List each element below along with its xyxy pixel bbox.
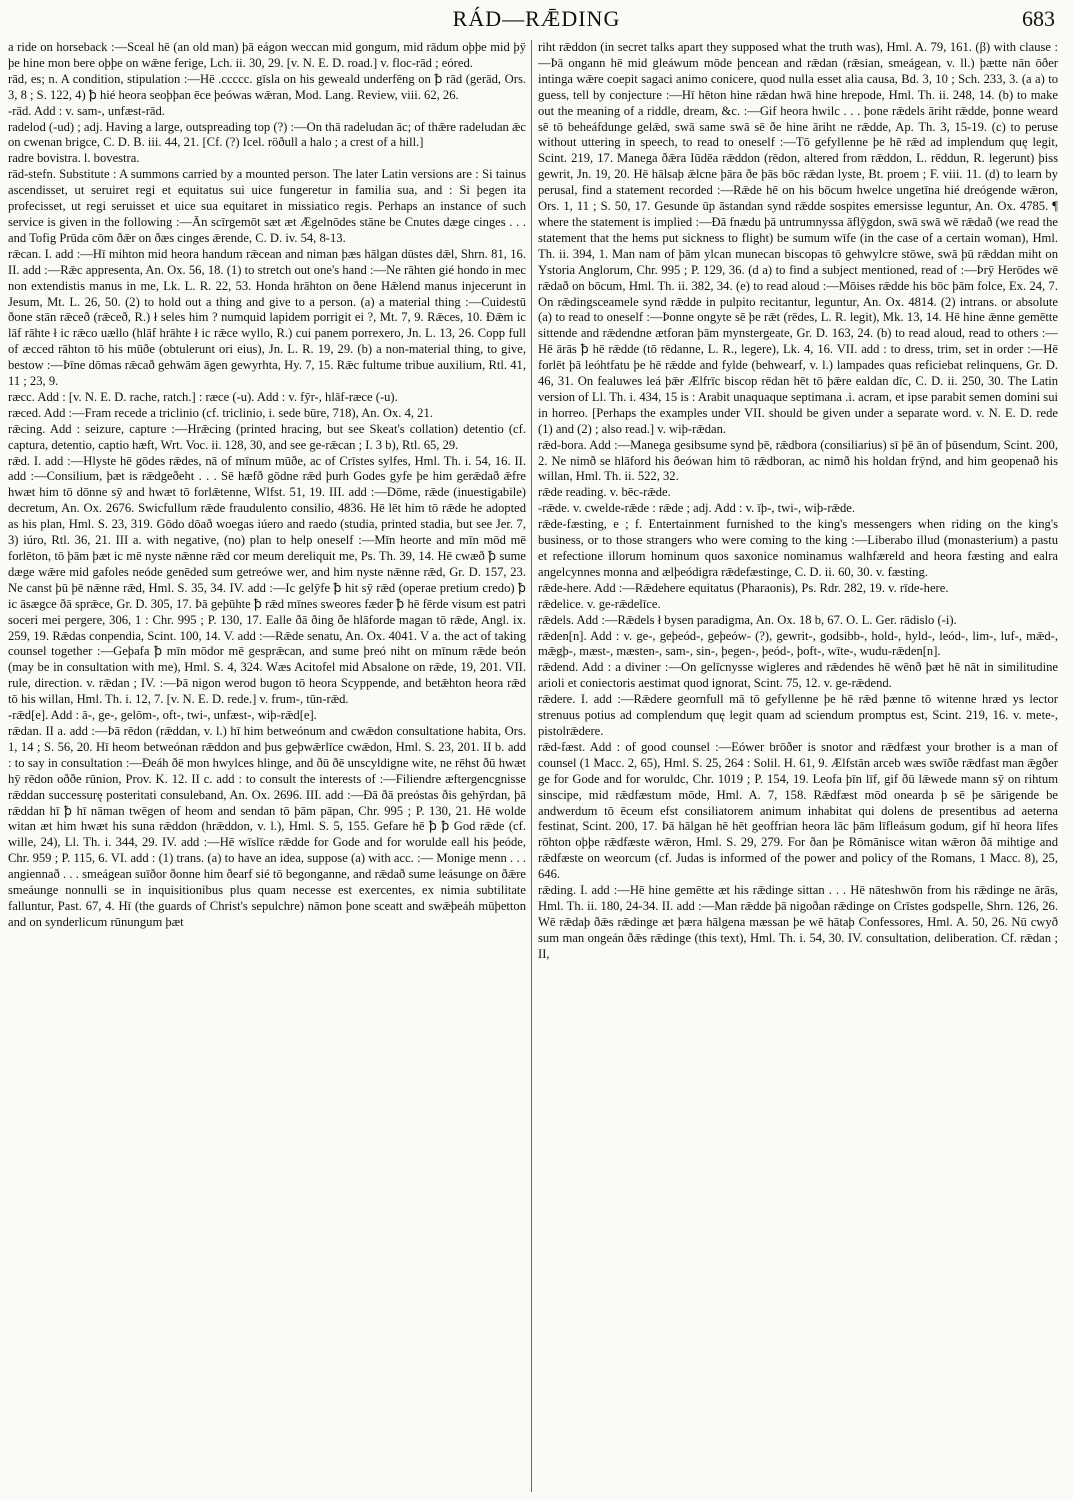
- running-head: [0, 4, 1073, 34]
- entry-paragraph: rǣden[n]. Add : v. ge-, geþeód-, geþeów- (?), gewrit-, godsibb-, hold-, hyld-, leód-, lim-, luf-, mǣd-, mǣgþ-, mæst-, mæsten-, sam-, sin-, þegen-, þeód-, þoft-, wīte-, wudu-rǣden[n].: [538, 628, 1058, 659]
- entry-paragraph: rǣdan. II a. add :—Þā rēdon (rǣddan, v. l.) hī him betweónum and cwǣdon consultatione habita, Ors. 1, 14 ; S. 56, 20. Hī heom betweónan rǣddon and þus geþwǣrlīce cwǣdon, Hml. S. 23, 201. II b. add : to say in consultation :—Ðeáh ðē mon hwylces hlinge, and ðū ðē unscyldigne wite, ne rēhst ðū hwæt hȳ rēdon oððe rūnion, Prov. K. 12. II c. add : to consult the interests of :—Filiendre æftergencgnisse rǣddan successurę posteritati consuleband, An. Ox. 2696. III. add :—Ðā ðā preóstas ðis gehȳrdan, þā rǣddan hī ꝥ hī nāman twēgen of heom and sendan tō þām pāpan, Chr. 995 ; P. 130, 21. Hē wolde witan æt him hwæt his suna rǣddon (hrǣddon, v. l.), Hml. S. 5, 155. Gefare hē ꝥ ꝥ God rǣde (cf. wille, 24), Ll. Th. i. 344, 29. IV. add :—Hē wīslīce rǣdde for Gode and for worulde eall his þeóde, Chr. 959 ; P. 115, 6. VI. add : (1) trans. (a) to have an idea, suppose (a) with acc. :— Monige menn . . . angiennað . . . smeágean suīðor ðonne him ðearf sié tō begonganne, and rǣdað sume leásunge on ðǣre smeáunge nonnulli se in inquisitionibus plus quam necesse est exercentes, ex nimia subtilitate falluntur, Past. 67, 4. Hī (the guards of Christ's sepulchre) nāmon þone sceatt and swǣþeáh mūþetton and on synderlicum rūnungum þæt: [8, 723, 526, 929]
- entry-paragraph: rǣd-fæst. Add : of good counsel :—Eówer brōðer is snotor and rǣdfæst your brother is a man of counsel (1 Macc. 2, 65), Hml. S. 25, 264 : Solil. H. 61, 9. Ælfstān arceb wæs swīðe rǣdfast man ǣgðer ge for Gode and for woruldc, Chr. 1019 ; P. 154, 19. Leofa þīn līf, gif ðū lǣwede mann sȳ on rihtum sinscipe, mid rǣdfæstum mōde, Hml. A. 7, 158. Rǣdfæst mōd onearda þ sē þe sārigende be andwerdum tō ēceum efst consiliatorem animum inhabitat qui dolens de presentibus ad aeterna festinat, Scint. 200, 17. Þā hālgan hē hēt geoffrian heora lāc þām līfleásum godum, gif hī heora līfes rōhton oþþe rǣdfæste wǣron, Hml. S. 29, 279. For ðan þe Rōmānisce witan wǣron ðā mihtige and rǣdfæste on weorcum (cf. Judas is informed of the power and policy of the Romans, 1 Macc. 8), 25, 646.: [538, 739, 1058, 882]
- entry-paragraph: rǣcan. I. add :—Hī mihton mid heora handum rǣcean and niman þæs hālgan dūstes dǣl, Shrn. 81, 16. II. add :—Rǣc appresenta, An. Ox. 56, 18. (1) to stretch out one's hand :—Ne rāhten gié hondo in mec non extendistis manus in me, Lk. L. R. 22, 53. Honda hrāhton on ðene Hǣlend manus injecerunt in Jesum, Mt. L. 26, 50. (2) to hold out a thing and give to a person. (a) a material thing :—Cuidestū ðone stān rǣceð (rǣceð, R.) ł seles him ? numquid lapidem porrigit ei ?, Mt. 7, 9. Rǣces, 10. Ðǣm ic lāf rāhte ł ic rǣco uællo (hlāf hrāhte ł ic rǣce wyllo, R.) cui panem porrexero, Jn. L. 13, 26. Copp full of æcced rāhton tō his mūðe (obtulerunt ori eius), Jn. L. R. 19, 29. (b) a non-material thing, to give, bestow :—Þīne dōmas rǣcað gehwām āgen gewyrhta, Hy. 7, 15. Rǣc fultume tribue auxilium, Rtl. 41, 11 ; 23, 9.: [8, 246, 526, 389]
- entry-paragraph: a ride on horseback :—Sceal hē (an old man) þā eágon weccan mid gongum, mid rādum oþþe mid þȳ þe hine mon bere oþþe on wǣne ferige, Lch. ii. 30, 29. [v. N. E. D. road.] v. floc-rād ; eóred.: [8, 40, 526, 70]
- entry-paragraph: rǣde-here. Add :—Rǣdehere equitatus (Pharaonis), Ps. Rdr. 282, 19. v. rīde-here.: [538, 580, 949, 595]
- entry-paragraph: rǣdend. Add : a diviner :—On gelīcnysse wigleres and rǣdendes hē wēnð þæt hē nāt in similitudine arioli et coniectoris aestimat quod ignorat, Scint. 75, 12. v. ge-rǣdend.: [538, 660, 1058, 691]
- entry-paragraph: rād-stefn. Substitute : A summons carried by a mounted person. The later Latin versions are : Si tainus ascendisset, ut seruiret regi et equitatus sui uice fungeretur in familia sua, and : Si þegen ita profecisset, ut regi seruisset et uice sua equitaret in missiatico regis. Perhaps an instance of such service is given in the following :—Ān scīrgemōt sæt æt Ægelnōdes stāne be Cnutes dæge cinges . . . and Tofig Prūda cōm ðǣr on ðæs cinges ǣrende, C. D. iv. 54, 8-13.: [8, 167, 526, 245]
- entry-paragraph: radre bovistra. l. bovestra.: [8, 151, 140, 166]
- entry-paragraph: ræcc. Add : [v. N. E. D. rache, ratch.] : ræce (-u). Add : v. fȳr-, hlāf-ræce (-u).: [8, 389, 398, 404]
- entry-paragraph: -rād. Add : v. sam-, unfæst-rād.: [8, 103, 165, 118]
- entry-paragraph: rǣdelice. v. ge-rǣdelīce.: [538, 596, 661, 611]
- entry-paragraph: riht rǣddon (in secret talks apart they supposed what the truth was), Hml. A. 79, 161. (β) with clause :—Þā ongann hē mid gleáwum mōde þencean and rǣdan (rǣsian, smeágean, v. ll.) þætte nān ōðer intinga wǣre coepit sagaci animo conicere, quod nulla esset alia causa, Bd. 3, 10 ; Sch. 233, 3. (a a) to guess, tell by conjecture :—Hī hēton hine rǣdan hwā hine hrepode, Hml. Th. ii. 248, 14. (b) to make out the meaning of a riddle, dream, &c. :—Gif heora hwilc . . . þone rǣdels āriht rǣdde, þonne weard sē tō beheáfdunge gelǣd, swā same swā sē ðe hine āriht ne rǣdde, Ap. Th. 3, 15-19. (c) to peruse without uttering in speech, to read to oneself :—Tō gefyllenne þe hē rǣd ad implendum quę legit, Scint. 219, 17. Manega ðǣra Iūdēa rǣddon (rēdon, altered from rǣddon, L. rēddun, R. legerunt) þiss gewrit, Jn. 19, 20. Hē hālsaþ ǣlcne þāra ðe þās bōc rǣdan lyste, Bt. proem ; F. viii. 11. (d) to learn by perusal, find a statement recorded :—Rǣde hē on his bōcum hwelce ungetīna hié dreógende wǣron, Ors. 1, 11 ; S. 50, 17. Gesunde ūp āstandan synd rǣdde sospites emersisse leguntur, An. Ox. 4785. ¶ where the statement is implied :—Ðā fnædu þā untrumnyssa āflȳgdon, swā swā wē rǣdað (we read the statement that the hems put sickness to flight) be sumum wīfe (in the case of a certain woman), Hml. Th. ii. 394, 1. Man nam of þām ylcan munecan biscopas tō gehwylcre stōwe, swā þū rǣddan miht on Ystoria Anglorum, Chr. 995 ; P. 129, 36. (d a) to find a subject mentioned, read of :—Þrȳ Herōdes wē rǣdað on bōcum, Hml. Th. ii. 382, 34. (e) to read aloud :—Mōises rǣdde his bōc þām folce, Ex. 24, 7. On rǣdingsceamele synd rǣdde in pulpito recitantur, leguntur, An. Ox. 4814. (2) intrans. or absolute (a) to read to oneself :—Þonne ongyte sē þe rǣt (rēdes, L. R. legit), Mk. 13, 14. Hē hine ǣnne gemētte sittende and rǣdendne ætforan þām mynstergeate, Gr. D. 163, 24. (b) to read aloud, read to others :—Hē ārās ꝥ hē rǣdde (tō rēdanne, L. R., legere), Lk. 4, 16. VII. add : to dress, trim, set in order :—Hē forlēt þā leóhtfatu þe hē rǣdde and fylde (behwearf, v. l.) lampades quas reficiebat relinquens, Gr. D. 46, 31. On fealuwes leá þǣr Ælfrīc biscop rēdan hēt tō þǣre ealdan dīc, C. D. ii. 250, 30. The Latin version of Ll. Th. i. 434, 15 is : Arabit unaquaque septimana .i. acram, et ipse parabit semen domini sui in horreo. [Perhaps the examples under VII. should be given under a separate word. v. N. E. D. rede (1) and (2) ; also read.] v. wiþ-rǣdan.: [538, 40, 1058, 436]
- entry-paragraph: radelod (-ud) ; adj. Having a large, outspreading top (?) :—On thā radeludan āc; of thǣre radeludan ǣc on cwenan brigce, C. D. B. iii. 44, 21. [Cf. (?) Icel. röðull a halo ; a crest of a hill.]: [8, 119, 526, 150]
- entry-paragraph: rǣding. I. add :—Hē hine gemētte æt his rǣdinge sittan . . . Hē nāteshwōn from his rǣdinge ne ārās, Hml. Th. ii. 180, 24-34. II. add :—Man rǣdde þā nigoðan rǣdinge on Crīstes godspelle, Shrn. 126, 26. Wē rǣdaþ ðǣs rǣdinge æt þæra hālgena mæssan þe wē hātaþ Confessores, Hml. A. 50, 26. Nū cwyð sum man ongeán ðǣs rǣdinge (this text), Hml. Th. i. 54, 30. IV. consultation, deliberation. Cf. rǣdan ; II,: [538, 883, 1058, 961]
- entry-paragraph: rǣdels. Add :—Rǣdels ł bysen paradigma, An. Ox. 18 b, 67. O. L. Ger. rādislo (-i).: [538, 612, 957, 627]
- entry-paragraph: rǣd-bora. Add :—Manega gesibsume synd þē, rǣdbora (consiliarius) sī þē ān of þūsendum, Scint. 200, 2. Ne nimð se hlāford his ðeówan him tō rǣdboran, ac nimð his holdan frȳnd, and him geopenað his willan, Hml. Th. ii. 522, 32.: [538, 437, 1058, 484]
- page-number: 683: [1022, 6, 1055, 31]
- entry-paragraph: -rǣde. v. cwelde-rǣde : rǣde ; adj. Add : v. īþ-, twi-, wiþ-rǣde.: [538, 501, 855, 516]
- entry-paragraph: rǣd. I. add :—Hlyste hē gōdes rǣdes, nā of mīnum mūðe, ac of Crīstes sylfes, Hml. Th. i. 54, 16. II. add :—Consilium, þæt is rǣdgeðeht . . . Sē hæfð gōdne rǣd þurh Godes gyfe þe him gerǣdað ǣfre hwæt him tō dōnne sȳ and hwæt tō forlǣtenne, Wlfst. 51, 19. III. add :—Dōme, rǣde (inuestigabile) decretum, An. Ox. 2676. Swicfullum rǣde fraudulento consilio, 4836. Hē lēt him tō rǣde he adopted as his plan, Hml. S. 23, 319. Gōdo dōað woegas iúero and raedo (studia, printed stadia, but see Jer. 7, 3) iúro, Rtl. 36, 21. III a. with negative, (no) plan to help oneself :—Mīn heorte and mīn mōd mē forlēton, tō þām þæt ic mē nyste nǣnne rǣd cor meum dereliquit me, Ps. Th. 39, 14. Hē cwæð ꝥ sume dæge wǣre mid gafoles neóde genēded sum getreówe wer, and him nyste nǣnne rǣd, Gr. D. 157, 23. Ne canst þū þē nǣnne rǣd, Hml. S. 35, 34. IV. add :—Ic gelȳfe ꝥ hit sȳ rǣd (operae pretium credo) ꝥ ic āsægce ðā sprǣce, Gr. D. 305, 17. Þā geþūhte ꝥ rǣd mīnes sweores fæder ꝥ hē fērde visum est patri soceri mei pergere, 306, 1 : Chr. 995 ; P. 130, 17. Ealle ðā ðing ðe hlāforde magan tō rǣde, Angl. ix. 259, 19. Rǣdas conpendia, Scint. 100, 14. V. add :—Rǣde senatu, An. Ox. 4041. V a. the act of taking counsel together :—Geþafa ꝥ mīn mōdor mē gesprǣcan, and sume þreó niht on mīnum rǣde beón (may be in consultation with me), Hml. S. 4, 324. Wæs Acitofel mid Absalone on rǣde, 19, 201. VII. rule, direction. v. rǣdan ; IV. :—Þā nigon werod bugon tō heora Scyppende, and betǣhton heora rǣd tō his willan, Hml. Th. i. 12, 7. [v. N. E. D. rede.] v. frum-, tūn-rǣd.: [8, 453, 526, 707]
- left-column: [8, 40, 526, 1492]
- entry-paragraph: rǣde reading. v. bēc-rǣde.: [538, 485, 671, 500]
- page-title: RÁD—RǢDING: [452, 6, 621, 31]
- column-divider: [531, 40, 532, 1492]
- entry-paragraph: -rǣd[e]. Add : ā-, ge-, gelōm-, oft-, twi-, unfæst-, wiþ-rǣd[e].: [8, 708, 317, 723]
- entry-paragraph: ræced. Add :—Fram recede a triclinio (cf. triclinio, i. sede būre, 718), An. Ox. 4, 21.: [8, 405, 433, 420]
- right-column: [538, 40, 1058, 1492]
- entry-paragraph: rād, es; n. A condition, stipulation :—Hē .ccccc. gīsla on his geweald underfēng on ꝥ rād (gerād, Ors. 3, 8 ; S. 122, 4) ꝥ hié heora seoþþan ēce þeówas wǣran, Mod. Lang. Review, viii. 62, 26.: [8, 71, 526, 102]
- entry-paragraph: rǣdere. I. add :—Rǣdere geornfull mā tō gefyllenne þe hē rǣd þænne tō witenne hræd ys lector strenuus potius ad complendum quę legit quam ad sciendum promptus est, Scint. 219, 16. v. mete-, pistolrǣdere.: [538, 692, 1058, 738]
- entry-paragraph: rǣde-fæsting, e ; f. Entertainment furnished to the king's messengers when riding on the king's business, or to those strangers who were coming to the king :—Liberabo illud (monasterium) a pastu et refectione illorum hominum quos saxonice nominamus walhfæreld and heora fæsting and ealra angelcynnes monna and ælþeódigra rǣdefæstinge, C. D. ii. 60, 30. v. fæsting.: [538, 517, 1058, 579]
- entry-paragraph: rǣcing. Add : seizure, capture :—Hrǣcing (printed hracing, but see Skeat's collation) detentio (cf. captura, detentio, captio hæft, Wrt. Voc. ii. 128, 30, and see ge-rǣcan ; I. 3 b), Rtl. 65, 29.: [8, 421, 526, 452]
